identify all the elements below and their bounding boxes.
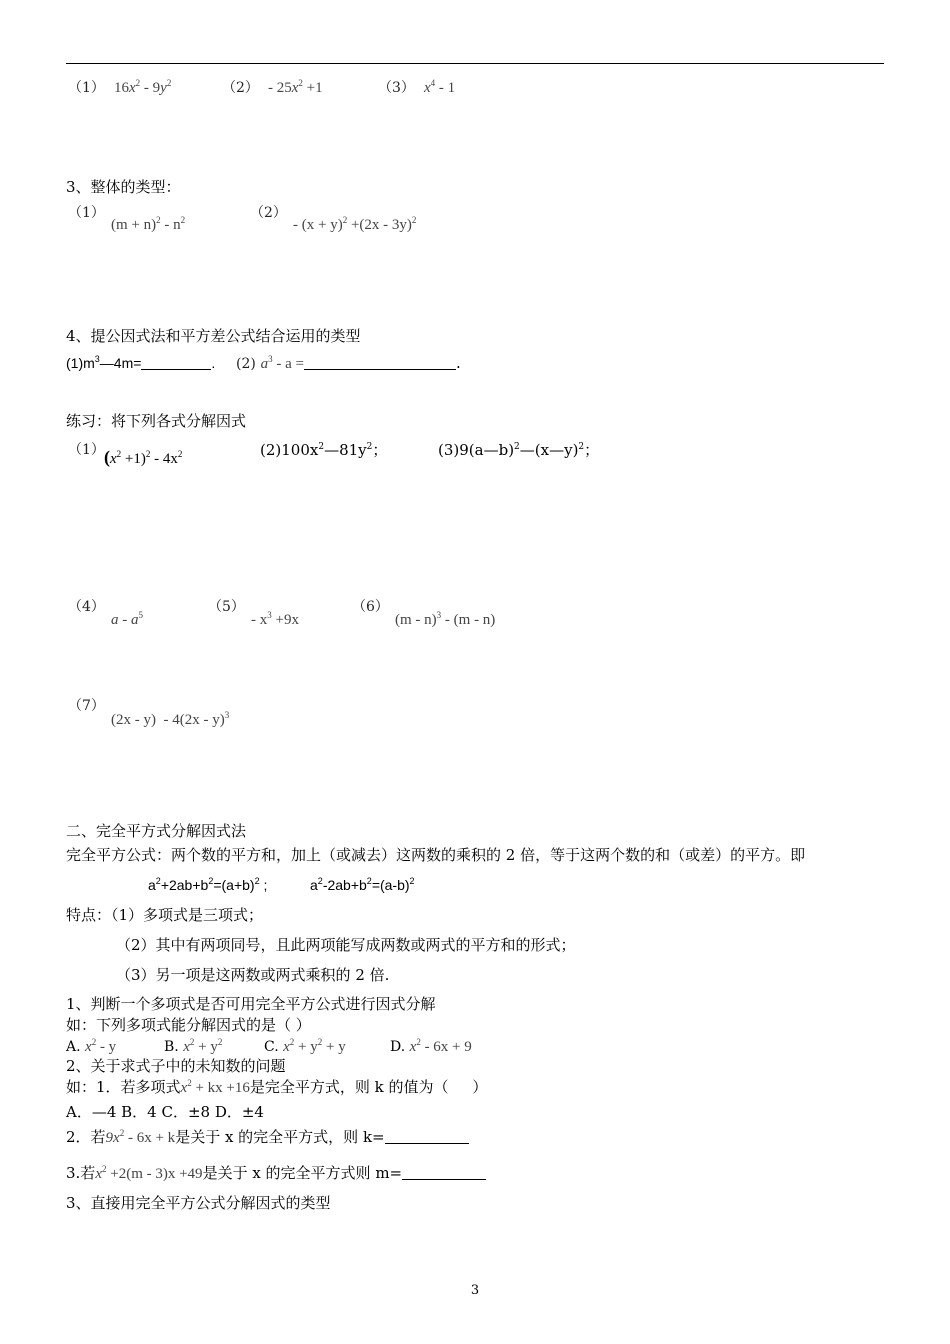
section-4-heading: 4、提公因式法和平方差公式结合运用的类型 [66, 327, 361, 345]
section-perfect-square-heading: 二、完全平方式分解因式法 [66, 822, 247, 840]
section-3-heading: 3、整体的类型： [66, 178, 181, 196]
feature-1: 特点：（1）多项式是三项式； [66, 906, 264, 924]
feature-3: （3）另一项是这两数或两式乘积的 2 倍. [116, 966, 390, 984]
answer-blank[interactable] [304, 369, 456, 370]
judge-option-b[interactable]: B. $x^2 + y^2$ [164, 1037, 223, 1055]
item-label-3-1: （1） [68, 205, 105, 221]
unknown-q2: 2．若$9x^2 - 6x + k$是关于 x 的完全平方式，则 k= [66, 1128, 469, 1147]
expr-3-2: - $(x + y)^2 +(2x - 3y)^2$ [293, 215, 417, 233]
practice-expr-3: (3)9(a—b)$^2$—(x—y)$^2$； [438, 441, 600, 459]
practice-expr-2: $(2)100x^2—81y^2$； [260, 441, 388, 459]
expr-1: $16x^2 - 9y^2$ [114, 78, 172, 96]
feature-2: （2）其中有两项同号，且此两项能写成两数或两式的平方和的形式； [116, 936, 576, 954]
practice-expr-4: a - $a^5$ [111, 610, 143, 628]
judge-question: 如：下列多项式能分解因式的是（ ） [66, 1016, 311, 1034]
answer-blank[interactable] [402, 1179, 486, 1180]
unknown-q1-options[interactable]: A．—4 B．4 C．±8 D．±4 [66, 1103, 264, 1121]
page-number: 3 [470, 1283, 480, 1298]
answer-blank[interactable] [385, 1143, 469, 1144]
judge-heading: 1、判断一个多项式是否可用完全平方公式进行因式分解 [66, 995, 436, 1013]
answer-blank[interactable] [141, 369, 211, 370]
item-label-3-2: （2） [250, 205, 287, 221]
judge-option-a[interactable]: A. $x^2$ - y [66, 1037, 117, 1055]
section-4-q2: (2) $a^3$ - a = . [236, 354, 461, 372]
practice-label-4: （4） [68, 599, 105, 615]
formula-difference: $a^2-2ab+b^2=(a-b)^2$ [310, 876, 415, 893]
section-3b-heading: 3、直接用完全平方公式分解因式的类型 [66, 1194, 331, 1212]
item-label-2: （2） [222, 80, 259, 96]
practice-heading: 练习：将下列各式分解因式 [66, 412, 247, 430]
unknown-heading: 2、关于求式子中的未知数的问题 [66, 1057, 286, 1075]
formula-sum: $a^2+2ab+b^2=(a+b)^2$ ; [148, 876, 268, 893]
item-label-3: （3） [378, 80, 415, 96]
practice-label-7: （7） [68, 698, 105, 714]
expr-2: - $25x^2 +1$ [268, 78, 323, 96]
practice-expr-5: - $x^3 +9x$ [251, 610, 299, 628]
item-label-1: （1） [68, 80, 105, 96]
unknown-q3: 3.若$x^2 +2(m - 3)x +49$是关于 x 的完全平方式则 m= [66, 1164, 486, 1183]
judge-option-c[interactable]: C. $x^2 + y^2 + y$ [264, 1037, 346, 1055]
expr-3: $x^4 - 1$ [424, 78, 456, 96]
practice-expr-6: (m - n)$^3$ - (m - n) [395, 610, 496, 628]
perfect-square-definition: 完全平方公式：两个数的平方和，加上（或减去）这两数的乘积的 2 倍，等于这两个数的和（或差）的平方。即 [66, 846, 806, 864]
practice-label-1: （1） [68, 442, 105, 458]
practice-expr-1: $(x^2 +1)^2 - 4x^2$ [104, 447, 183, 467]
practice-label-6: （6） [352, 599, 389, 615]
practice-expr-7: (2x - y) - 4(2x - y)$^3$ [111, 710, 230, 728]
header-rule [66, 63, 884, 64]
practice-label-5: （5） [208, 599, 245, 615]
section-4-q1: $(1)m^3—4m=$ . [66, 354, 216, 371]
judge-option-d[interactable]: D. $x^2 - 6x + 9$ [390, 1037, 472, 1055]
expr-3-1: $(m + n)^2 - n^2$ [111, 215, 186, 233]
unknown-q1: 如：1．若多项式$x^2$ + kx +16是完全平方式，则 k 的值为（ ） [66, 1078, 488, 1096]
